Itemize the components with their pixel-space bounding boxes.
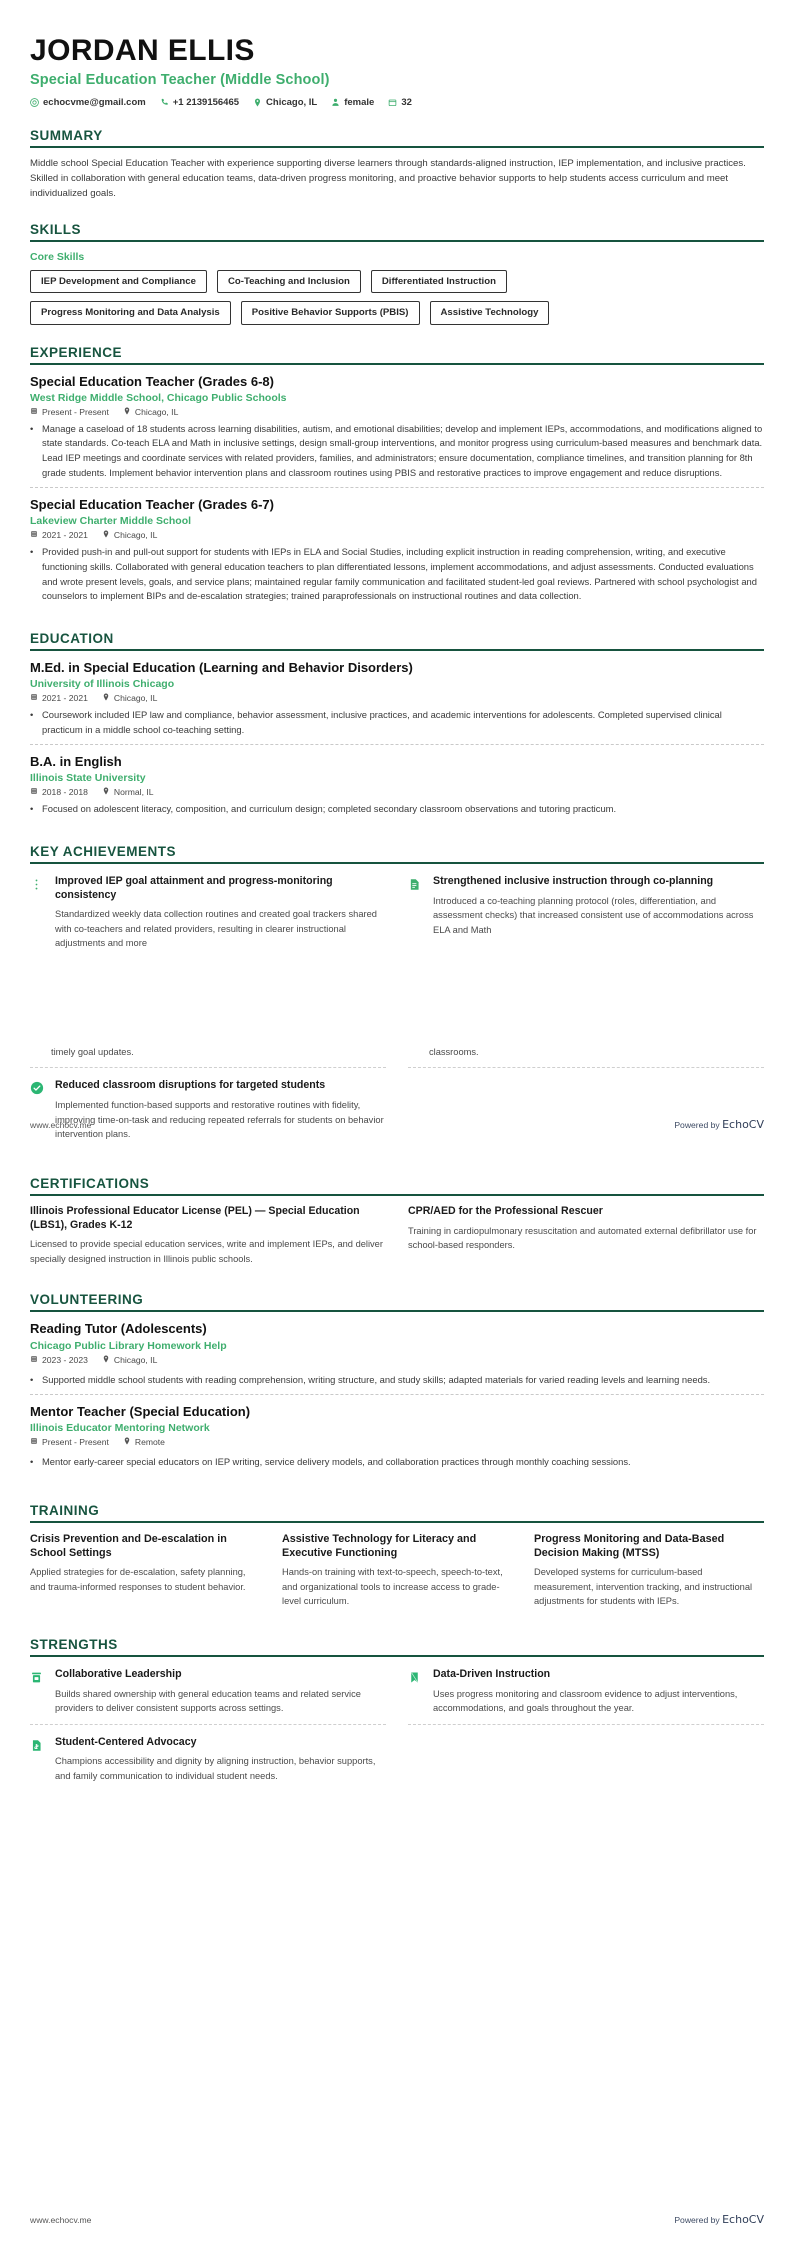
- footer-brand: [674, 1118, 764, 1131]
- key-achievements-continuation-grid: [30, 1045, 764, 1060]
- skills-chip-list: [30, 270, 764, 294]
- contact-phone[interactable]: [160, 97, 239, 108]
- achievement-desc: Standardized weekly data collection routines and created goal trackers shared with co-teachers and related providers, resulting in clearer instructional adjustments and more: [55, 909, 377, 949]
- volunteering-bullets: [30, 1455, 764, 1470]
- volunteering-role: Mentor Teacher (Special Education): [30, 1404, 251, 1420]
- section-divider: [30, 146, 764, 148]
- calendar-icon: [388, 98, 397, 107]
- phone-icon: [160, 98, 169, 107]
- skills-group-label: Core Skills: [30, 250, 85, 263]
- education-school: University of Illinois Chicago: [30, 677, 175, 690]
- section-strengths: [30, 1637, 764, 1792]
- strength-item: [30, 1734, 386, 1792]
- bookmark-icon: [408, 1668, 424, 1716]
- strength-title: Student-Centered Advocacy: [55, 1735, 197, 1748]
- dashed-separator: [30, 1067, 386, 1068]
- volunteering-org: Chicago Public Library Homework Help: [30, 1339, 227, 1352]
- strengths-heading: STRENGTHS: [30, 1636, 118, 1652]
- volunteering-dates: [30, 1437, 109, 1447]
- section-divider: [30, 862, 764, 864]
- achievement-title: Strengthened inclusive instruction through co-planning: [433, 874, 714, 887]
- dashed-separator: [30, 1724, 386, 1725]
- page-footer-1: [30, 1118, 764, 1131]
- experience-dates-text: 2021 - 2021: [42, 530, 88, 541]
- bullet-dot: •: [30, 708, 34, 720]
- achievement-item: [30, 873, 386, 959]
- bullet-dot: •: [30, 546, 34, 558]
- education-entry: [30, 660, 764, 744]
- page-footer-2: [30, 2213, 764, 2226]
- candidate-job-title: Special Education Teacher (Middle School): [30, 72, 330, 88]
- education-entry: [30, 744, 764, 824]
- education-meta: [30, 693, 764, 703]
- dots-vertical-icon: [30, 875, 46, 951]
- training-grid: [30, 1532, 764, 1609]
- key-achievements-grid-row2: [30, 1067, 764, 1149]
- skill-chip: Assistive Technology: [430, 301, 550, 325]
- skill-chip: Differentiated Instruction: [371, 270, 507, 294]
- email-icon: [30, 98, 39, 107]
- skill-chip: Co-Teaching and Inclusion: [217, 270, 361, 294]
- experience-bullets: [30, 545, 764, 603]
- bullet-dot: •: [30, 803, 34, 815]
- key-achievements-grid: [30, 873, 764, 959]
- certification-desc: Licensed to provide special education services, write and implement IEPs, and deliver specially designed instruction in Illinois public schools.: [30, 1239, 383, 1264]
- section-key-achievements: [30, 844, 764, 959]
- strength-desc: Builds shared ownership with general education teams and related service providers to deliver consistent supports across settings.: [55, 1688, 361, 1714]
- volunteering-location: [123, 1437, 165, 1447]
- certification-title: Illinois Professional Educator License (PEL) — Special Education (LBS1), Grades K-12: [30, 1204, 360, 1231]
- bullet-dot: •: [30, 1373, 34, 1385]
- summary-heading: SUMMARY: [30, 128, 103, 143]
- education-bullets: [30, 708, 764, 737]
- volunteering-entry: [30, 1321, 764, 1394]
- bullet-text: Focused on adolescent literacy, composition, and curriculum design; completed secondary classroom observations and tutoring practicum.: [42, 803, 617, 815]
- strength-column-right: [408, 1666, 764, 1792]
- bullet-text: Coursework included IEP law and compliance, behavior assessment, inclusive practices, and academic interventions for adolescents. Completed supervised clinical practicum in a middle school co-teaching setting.: [42, 708, 722, 735]
- strength-desc: Champions accessibility and dignity by aligning instruction, behavior supports, and family communication to individual student needs.: [55, 1756, 376, 1781]
- education-school: Illinois State University: [30, 772, 146, 785]
- education-location-text: Chicago, IL: [113, 692, 158, 703]
- section-divider: [30, 1194, 764, 1196]
- footer-brand: [674, 2213, 764, 2226]
- document-icon: [408, 875, 424, 951]
- bullet-item: [30, 545, 764, 603]
- education-dates: [30, 787, 88, 797]
- section-divider: [30, 1310, 764, 1312]
- education-degree: M.Ed. in Special Education (Learning and Behavior Disorders): [30, 659, 413, 675]
- achievement-desc-continued-left: [30, 1045, 386, 1060]
- location-icon: [253, 98, 262, 107]
- achievement-desc: Introduced a co-teaching planning protocol (roles, differentiation, and assessment checks) that increased consistent use of accommodations across ELA and Math: [433, 895, 754, 935]
- resume-header: [30, 0, 764, 108]
- experience-dates: [30, 530, 88, 540]
- training-item: [282, 1532, 512, 1609]
- volunteering-org: Illinois Educator Mentoring Network: [30, 1422, 210, 1435]
- invoice-icon: [30, 1736, 46, 1784]
- footer-website[interactable]: www.echocv.me: [30, 2215, 92, 2225]
- contact-location: [253, 97, 317, 108]
- bullet-item: [30, 1373, 764, 1388]
- bullet-item: [30, 802, 764, 817]
- achievement-desc-tail: classrooms.: [429, 1046, 479, 1057]
- education-degree: B.A. in English: [30, 754, 122, 770]
- calendar-icon: [30, 1437, 38, 1447]
- certification-item: [30, 1205, 386, 1267]
- location-icon: [102, 787, 110, 797]
- skill-chip: IEP Development and Compliance: [30, 270, 207, 294]
- experience-heading: EXPERIENCE: [30, 344, 123, 360]
- experience-meta: [30, 530, 764, 540]
- contact-gender-text: female: [344, 97, 375, 108]
- experience-location-text: Chicago, IL: [113, 530, 158, 541]
- section-skills: [30, 222, 764, 325]
- bullet-item: [30, 1455, 764, 1470]
- contact-email-text: echocvme@gmail.com: [43, 97, 146, 108]
- section-divider: [30, 1655, 764, 1657]
- training-heading: TRAINING: [30, 1502, 100, 1518]
- certification-title: CPR/AED for the Professional Rescuer: [408, 1204, 603, 1217]
- experience-location: [102, 530, 157, 540]
- volunteering-dates-text: 2023 - 2023: [42, 1354, 88, 1365]
- training-title: Progress Monitoring and Data-Based Decision Making (MTSS): [534, 1532, 725, 1560]
- contact-row: [30, 97, 764, 108]
- bullet-text: Mentor early-career special educators on IEP writing, service delivery models, and collaboration practices through monthly coaching sessions.: [42, 1456, 631, 1468]
- experience-location-text: Chicago, IL: [134, 406, 179, 417]
- strength-title: Collaborative Leadership: [55, 1667, 182, 1680]
- achievement-item: [30, 1077, 386, 1149]
- bottom-space: [30, 1791, 764, 1911]
- contact-email[interactable]: [30, 97, 146, 108]
- section-education: [30, 631, 764, 824]
- achievement-title: Improved IEP goal attainment and progress-monitoring consistency: [55, 874, 333, 901]
- strength-column-left: [30, 1666, 386, 1792]
- section-experience: [30, 345, 764, 611]
- bullet-text: Provided push-in and pull-out support for students with IEPs in ELA and Social Studies, including explicit instruction in reading comprehension, writing, and executive functioning skills. Collaborated with general education teachers to plan differentiated lessons, implement accommodations, and adjust assessments. Conducted evaluations and wrote present levels, goals, and service plans; maintained regular family communication and facilitated student-led goal reviews. Partnered with school psychologist and counselors to implement BIPs and de-escalation strategies; trained paraprofessionals on instructional routines and data collection.: [42, 546, 757, 602]
- volunteering-location: [102, 1355, 157, 1365]
- contact-age: [388, 97, 412, 108]
- experience-location: [123, 407, 178, 417]
- volunteering-dates: [30, 1355, 88, 1365]
- training-desc: Hands-on training with text-to-speech, speech-to-text, and organizational tools to increase access to grade-level curriculum.: [282, 1567, 503, 1607]
- dashed-separator: [408, 1724, 764, 1725]
- dashed-separator: [408, 1067, 764, 1068]
- contact-phone-text: +1 2139156465: [172, 97, 240, 108]
- volunteering-entry: [30, 1394, 764, 1477]
- achievement-title: Reduced classroom disruptions for targeted students: [55, 1079, 326, 1092]
- calendar-icon: [30, 787, 38, 797]
- experience-entry: [30, 374, 764, 488]
- calendar-icon: [30, 693, 38, 703]
- experience-org: West Ridge Middle School, Chicago Public Schools: [30, 391, 287, 404]
- volunteering-dates-text: Present - Present: [42, 1437, 109, 1448]
- contact-location-text: Chicago, IL: [266, 97, 318, 108]
- candidate-name: JORDAN ELLIS: [30, 34, 255, 67]
- volunteering-location-text: Remote: [134, 1437, 165, 1448]
- experience-bullets: [30, 422, 764, 480]
- training-title: Assistive Technology for Literacy and Executive Functioning: [282, 1532, 477, 1560]
- bullet-dot: •: [30, 1456, 34, 1468]
- skills-heading: SKILLS: [30, 221, 82, 237]
- experience-org: Lakeview Charter Middle School: [30, 515, 192, 528]
- calendar-icon: [30, 530, 38, 540]
- bullet-dot: •: [30, 422, 34, 434]
- calendar-icon: [30, 1355, 38, 1365]
- strength-title: Data-Driven Instruction: [433, 1667, 551, 1680]
- bullet-text: Supported middle school students with reading comprehension, writing structure, and study skills; adapted materials for varied reading levels and learning needs.: [42, 1373, 711, 1385]
- strength-item: [30, 1666, 386, 1724]
- volunteering-heading: VOLUNTEERING: [30, 1292, 144, 1308]
- section-summary: [30, 128, 764, 202]
- experience-entry: [30, 487, 764, 611]
- training-title: Crisis Prevention and De-escalation in School Settings: [30, 1532, 227, 1560]
- education-meta: [30, 787, 764, 797]
- key-achievements-heading: KEY ACHIEVEMENTS: [30, 843, 177, 859]
- footer-brand-name: EchoCV: [722, 1118, 764, 1131]
- education-location-text: Normal, IL: [113, 787, 154, 798]
- section-divider: [30, 649, 764, 651]
- footer-powered-prefix: Powered by: [674, 2215, 720, 2225]
- education-dates: [30, 693, 88, 703]
- training-desc: Developed systems for curriculum-based measurement, intervention tracking, and instructional adjustments for students with IEPs.: [534, 1567, 753, 1607]
- section-divider: [30, 1521, 764, 1523]
- contact-age-text: 32: [401, 97, 412, 108]
- training-item: [534, 1532, 764, 1609]
- experience-dates-text: Present - Present: [42, 406, 109, 417]
- trash-box-icon: [30, 1668, 46, 1716]
- strengths-grid: [30, 1666, 764, 1792]
- location-icon: [123, 407, 131, 417]
- bullet-text: Manage a caseload of 18 students across learning disabilities, autism, and emotional disabilities; develop and implement IEPs, accommodations, and modifications aligned to state standards. Co-teach ELA and Math in inclusive settings, design small-group interventions, and monitor progress using curriculum-based measures and benchmark data. Lead IEP meetings and coordinate services with related providers, families, and administrators; ensure documentation, compliance timelines, and transition planning for 8th grade students. Implement behavior intervention plans and classroom routines using PBIS and restorative practices to improve engagement and reduce disruptions.: [42, 422, 763, 478]
- certification-item: [408, 1205, 764, 1267]
- person-icon: [331, 98, 340, 107]
- location-icon: [102, 530, 110, 540]
- training-desc: Applied strategies for de-escalation, safety planning, and trauma-informed responses to student behavior.: [30, 1567, 246, 1592]
- section-training: [30, 1503, 764, 1609]
- page-break-gap: [30, 959, 764, 1045]
- calendar-icon: [30, 407, 38, 417]
- bullet-item: [30, 422, 764, 480]
- skill-chip: Positive Behavior Supports (PBIS): [241, 301, 420, 325]
- strength-item: [408, 1666, 764, 1724]
- contact-gender: [331, 97, 374, 108]
- bullet-item: [30, 708, 764, 737]
- section-certifications: [30, 1176, 764, 1267]
- location-icon: [123, 1437, 131, 1447]
- achievement-desc-continued-right: [408, 1045, 764, 1060]
- education-dates-text: 2018 - 2018: [42, 787, 88, 798]
- education-bullets: [30, 802, 764, 817]
- training-item: [30, 1532, 260, 1609]
- education-location: [102, 787, 154, 797]
- education-location: [102, 693, 157, 703]
- achievement-desc: Implemented function-based supports and restorative routines with fidelity, improving time-on-task and reducing repeated referrals for students on behavior intervention plans.: [55, 1100, 384, 1140]
- achievement-desc-tail: timely goal updates.: [51, 1046, 134, 1057]
- education-dates-text: 2021 - 2021: [42, 692, 88, 703]
- certifications-grid: [30, 1205, 764, 1267]
- check-circle-icon: [30, 1079, 46, 1141]
- volunteering-meta: [30, 1437, 764, 1447]
- volunteering-meta: [30, 1355, 764, 1365]
- experience-role: Special Education Teacher (Grades 6-7): [30, 497, 274, 513]
- section-divider: [30, 240, 764, 242]
- experience-meta: [30, 407, 764, 417]
- footer-powered-prefix: Powered by: [674, 1120, 720, 1130]
- skill-chip: Progress Monitoring and Data Analysis: [30, 301, 231, 325]
- summary-text: Middle school Special Education Teacher with experience supporting diverse learners through standards-aligned instruction, IEP implementation, and inclusive practices. Skilled in collaboration with general education teams, data-driven progress monitoring, and proactive behavior supports to help students access curriculum and meet individualized goals.: [30, 158, 746, 199]
- achievement-item: [408, 873, 764, 959]
- volunteering-location-text: Chicago, IL: [113, 1354, 158, 1365]
- section-volunteering: [30, 1292, 764, 1477]
- education-heading: EDUCATION: [30, 630, 114, 646]
- strength-desc: Uses progress monitoring and classroom evidence to adjust interventions, accommodations, and goals throughout the year.: [433, 1688, 738, 1714]
- location-icon: [102, 1355, 110, 1365]
- footer-website[interactable]: www.echocv.me: [30, 1120, 92, 1130]
- location-icon: [102, 693, 110, 703]
- experience-role: Special Education Teacher (Grades 6-8): [30, 373, 274, 389]
- volunteering-bullets: [30, 1373, 764, 1388]
- section-divider: [30, 363, 764, 365]
- volunteering-role: Reading Tutor (Adolescents): [30, 1321, 207, 1337]
- certifications-heading: CERTIFICATIONS: [30, 1175, 150, 1191]
- certification-desc: Training in cardiopulmonary resuscitation and automated external defibrillator use for school-based responders.: [408, 1225, 757, 1250]
- key-achievements-continued: [30, 1045, 764, 1150]
- skills-chip-list: [30, 301, 764, 325]
- footer-brand-name: EchoCV: [722, 2213, 764, 2226]
- experience-dates: [30, 407, 109, 417]
